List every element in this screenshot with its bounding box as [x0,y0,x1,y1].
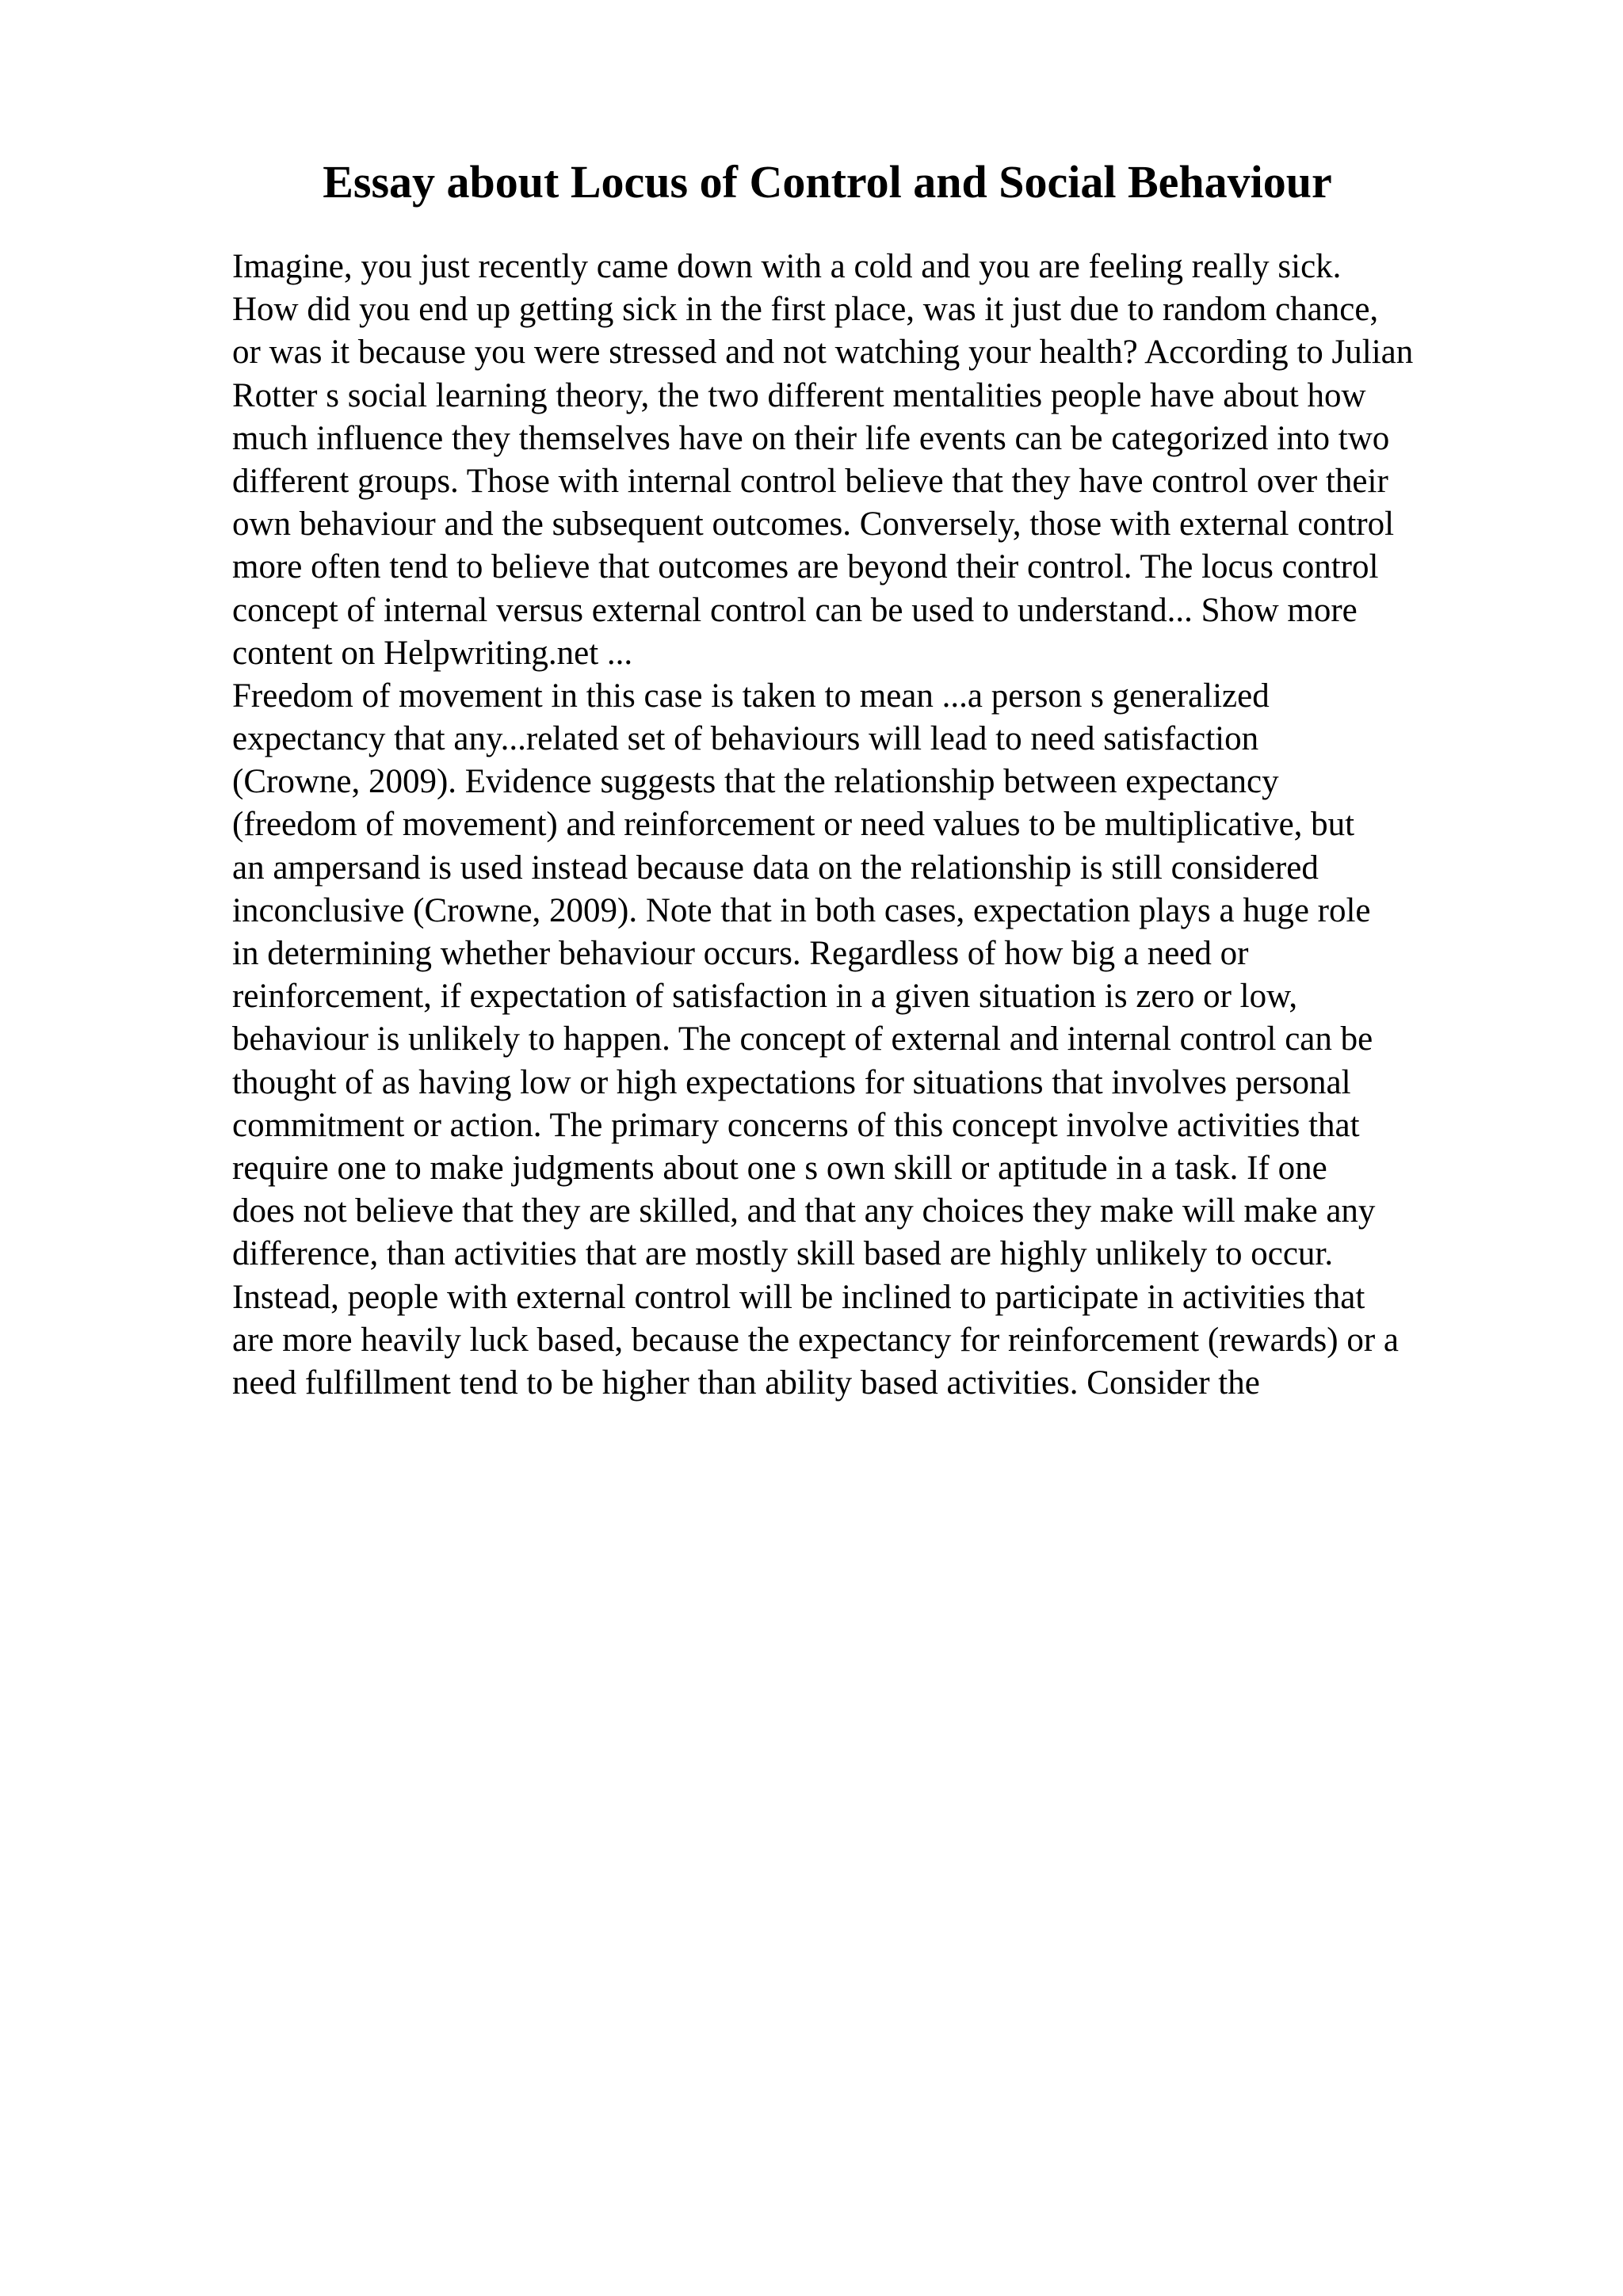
body-line: How did you end up getting sick in the first place, was it just due to random chance, [232,291,1379,329]
body-line: in determining whether behaviour occurs. Regardless of how big a need or [232,935,1249,972]
body-line: Freedom of movement in this case is taken to mean ...a person s generalized [232,677,1270,715]
body-line: Instead, people with external control will be inclined to participate in activities that [232,1278,1365,1316]
body-line: much influence they themselves have on their life events can be categorized into two [232,419,1390,457]
document-body [232,246,1548,1405]
body-line: expectancy that any...related set of behaviours will lead to need satisfaction [232,720,1259,758]
body-line: concept of internal versus external control can be used to understand... Show more [232,591,1358,629]
body-line: thought of as having low or high expectations for situations that involves personal [232,1063,1351,1101]
body-line: content on Helpwriting.net ... [232,634,633,672]
body-line: behaviour is unlikely to happen. The concept of external and internal control can be [232,1020,1373,1058]
body-line: different groups. Those with internal control believe that they have control over their [232,462,1388,500]
body-line: require one to make judgments about one s own skill or aptitude in a task. If one [232,1149,1327,1187]
body-line: need fulfillment tend to be higher than ability based activities. Consider the [232,1363,1260,1402]
body-line: does not believe that they are skilled, and that any choices they make will make any [232,1192,1376,1230]
body-line: Imagine, you just recently came down with a cold and you are feeling really sick. [232,248,1342,285]
body-line: (freedom of movement) and reinforcement or need values to be multiplicative, but [232,806,1355,844]
body-line: (Crowne, 2009). Evidence suggests that the relationship between expectancy [232,763,1279,801]
body-line: inconclusive (Crowne, 2009). Note that in both cases, expectation plays a huge role [232,891,1371,929]
body-line: an ampersand is used instead because data on the relationship is still considered [232,849,1319,887]
body-line: own behaviour and the subsequent outcomes. Conversely, those with external control [232,505,1395,543]
body-line: Rotter s social learning theory, the two different mentalities people have about how [232,376,1366,414]
document-title: Essay about Locus of Control and Social Behaviour [323,156,1332,208]
body-line: commitment or action. The primary concerns of this concept involve activities that [232,1106,1360,1144]
body-line: more often tend to believe that outcomes are beyond their control. The locus control [232,548,1379,586]
body-line: reinforcement, if expectation of satisfaction in a given situation is zero or low, [232,978,1298,1016]
body-line: difference, than activities that are mostly skill based are highly unlikely to occur. [232,1235,1334,1273]
body-line: are more heavily luck based, because the expectancy for reinforcement (rewards) or a [232,1321,1399,1359]
body-line: or was it because you were stressed and not watching your health? According to Julian [232,334,1414,372]
